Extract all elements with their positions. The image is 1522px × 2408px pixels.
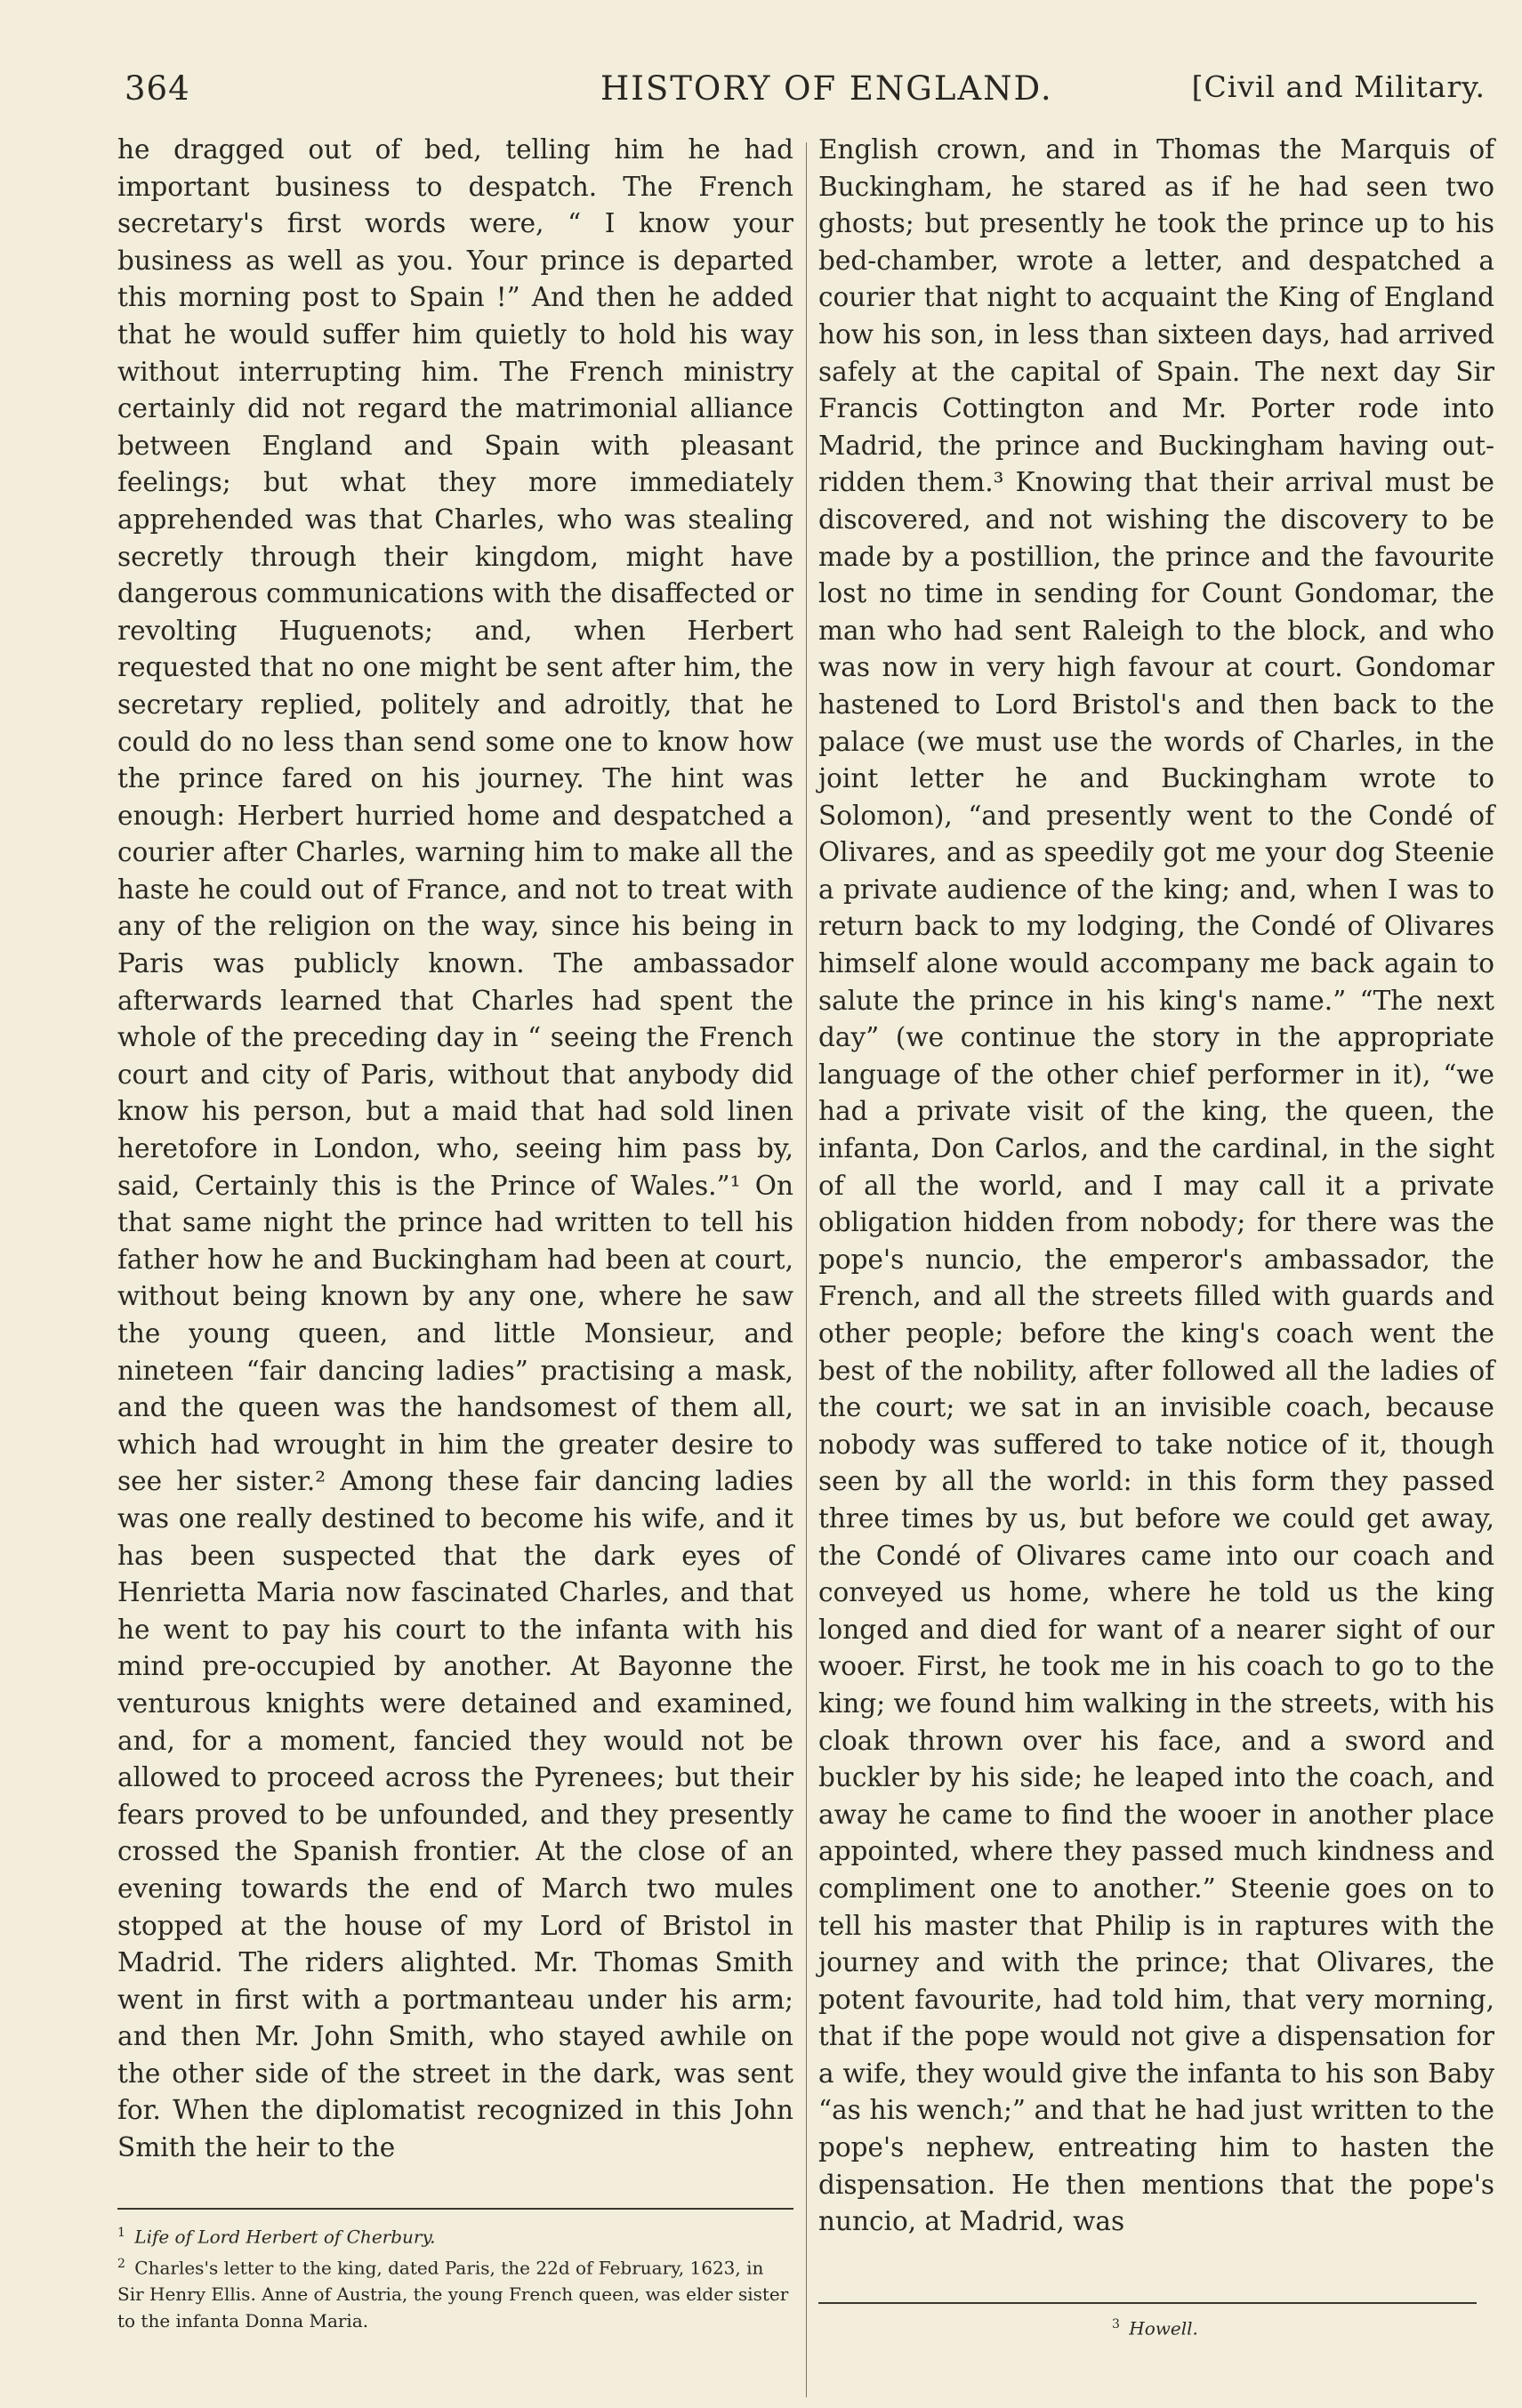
- footnote-mark: 1: [117, 2226, 125, 2240]
- right-column-text: English crown, and in Thomas the Marquis of Buckingham, he stared as if he had seen two ghosts; but presently he took the prince up to his bed-chamber, wrote a letter, and despatched a courier that night to acquaint the King of England how his son, in less than sixteen days, had arrived safely at the capital of Spain. The next day Sir Francis Cottington and Mr. Porter rode into Madrid, the prince and Buckingham having out-ridden them.³ Knowing that their arrival must be discovered, and not wishing the discovery to be made by a postillion, the prince and the favourite lost no time in sending for Count Gondomar, the man who had sent Raleigh to the block, and who was now in very high favour at court. Gondomar hastened to Lord Bristol's and then back to the palace (we must use the words of Charles, in the joint letter he and Buckingham wrote to Solomon), “and presently went to the Condé of Olivares, and as speedily got me your dog Steenie a private audience of the king; and, when I was to return back to my lodging, the Condé of Olivares himself alone would accompany me back again to salute the prince in his king's name.” “The next day” (we continue the story in the appropriate language of the other chief performer in it), “we had a private visit of the king, the queen, the infanta, Don Carlos, and the cardinal, in the sight of all the world, and I may call it a private obligation hidden from nobody; for there was the pope's nuncio, the emperor's ambassador, the French, and all the streets filled with guards and other people; before the king's coach went the best of the nobility, after followed all the ladies of the court; we sat in an invisible coach, because nobody was suffered to take notice of it, though seen by all the world: in this form they passed three times by us, but before we could get away, the Condé of Olivares came into our coach and conveyed us home, where he told us the king longed and died for want of a nearer sight of our wooer. First, he took me in his coach to go to the king; we found him walking in the streets, with his cloak thrown over his face, and a sword and buckler by his side; he leaped into the coach, and away he came to find the wooer in another place appointed, where they passed much kindness and compliment one to another.” Steenie goes on to tell his master that Philip is in raptures with the journey and with the prince; that Olivares, the potent favourite, had told him, that very morning, that if the pope would not give a dispensation for a wife, they would give the infanta to his son Baby “as his wench;” and that he had just written to the pope's nephew, entreating him to hasten the dispensation. He then mentions that the pope's nuncio, at Madrid, was: [818, 134, 1494, 2237]
- section-title: [Civil and Military.: [1191, 69, 1486, 104]
- footnotes-right: [1112, 2311, 1468, 2342]
- footnote-2: [117, 2251, 793, 2335]
- footnote-1: [117, 2219, 793, 2251]
- footnote-mark: 2: [117, 2256, 125, 2271]
- footnote-rule-left: [117, 2208, 793, 2210]
- footnote-title: Howell.: [1129, 2317, 1198, 2340]
- page-header: [125, 69, 1486, 123]
- left-column-text: he dragged out of bed, telling him he had important business to despatch. The French secretary's first words were, “ I know your business as well as you. Your prince is departed this morning post to Spain !” And then he added that he would suffer him quietly to hold his way without interrupting him. The French ministry certainly did not regard the matrimonial alliance between England and Spain with pleasant feelings; but what they more immediately apprehended was that Charles, who was stealing secretly through their kingdom, might have dangerous communications with the disaffected or revolting Huguenots; and, when Herbert requested that no one might be sent after him, the secretary replied, politely and adroitly, that he could do no less than send some one to know how the prince fared on his journey. The hint was enough: Herbert hurried home and despatched a courier after Charles, warning him to make all the haste he could out of France, and not to treat with any of the religion on the way, since his being in Paris was publicly known. The ambassador afterwards learned that Charles had spent the whole of the preceding day in “ seeing the French court and city of Paris, without that anybody did know his person, but a maid that had sold linen heretofore in London, who, seeing him pass by, said, Certainly this is the Prince of Wales.”¹ On that same night the prince had written to tell his father how he and Buckingham had been at court, without being known by any one, where he saw the young queen, and little Monsieur, and nineteen “fair dancing ladies” practising a mask, and the queen was the handsomest of them all, which had wrought in him the greater desire to see her sister.² Among these fair dancing ladies was one really destined to become his wife, and it has been suspected that the dark eyes of Henrietta Maria now fascinated Charles, and that he went to pay his court to the infanta with his mind pre-occupied by another. At Bayonne the venturous knights were detained and examined, and, for a moment, fancied they would not be allowed to proceed across the Pyrenees; but their fears proved to be unfounded, and they presently crossed the Spanish frontier. At the close of an evening towards the end of March two mules stopped at the house of my Lord of Bristol in Madrid. The riders alighted. Mr. Thomas Smith went in first with a portmanteau under his arm; and then Mr. John Smith, who stayed awhile on the other side of the street in the dark, was sent for. When the diplomatist recognized in this John Smith the heir to the: [117, 134, 793, 2163]
- footnote-rule-right: [818, 2302, 1477, 2304]
- footnotes-left: [117, 2219, 793, 2334]
- left-column: [117, 132, 793, 2167]
- running-title: HISTORY OF ENGLAND.: [600, 69, 1053, 108]
- footnote-title: Life of Lord Herbert of Cherbury.: [134, 2226, 436, 2248]
- footnote-mark: 3: [1112, 2317, 1120, 2331]
- column-divider: [806, 142, 807, 2397]
- footnote-text: Charles's letter to the king, dated Paris, the 22d of February, 1623, in Sir Henry Ellis. Anne of Austria, the young French queen, was elder sister to the infanta Donna Maria.: [117, 2257, 789, 2332]
- footnote-3: [1112, 2311, 1468, 2342]
- page-number: 364: [125, 69, 190, 108]
- right-column: [818, 132, 1494, 2241]
